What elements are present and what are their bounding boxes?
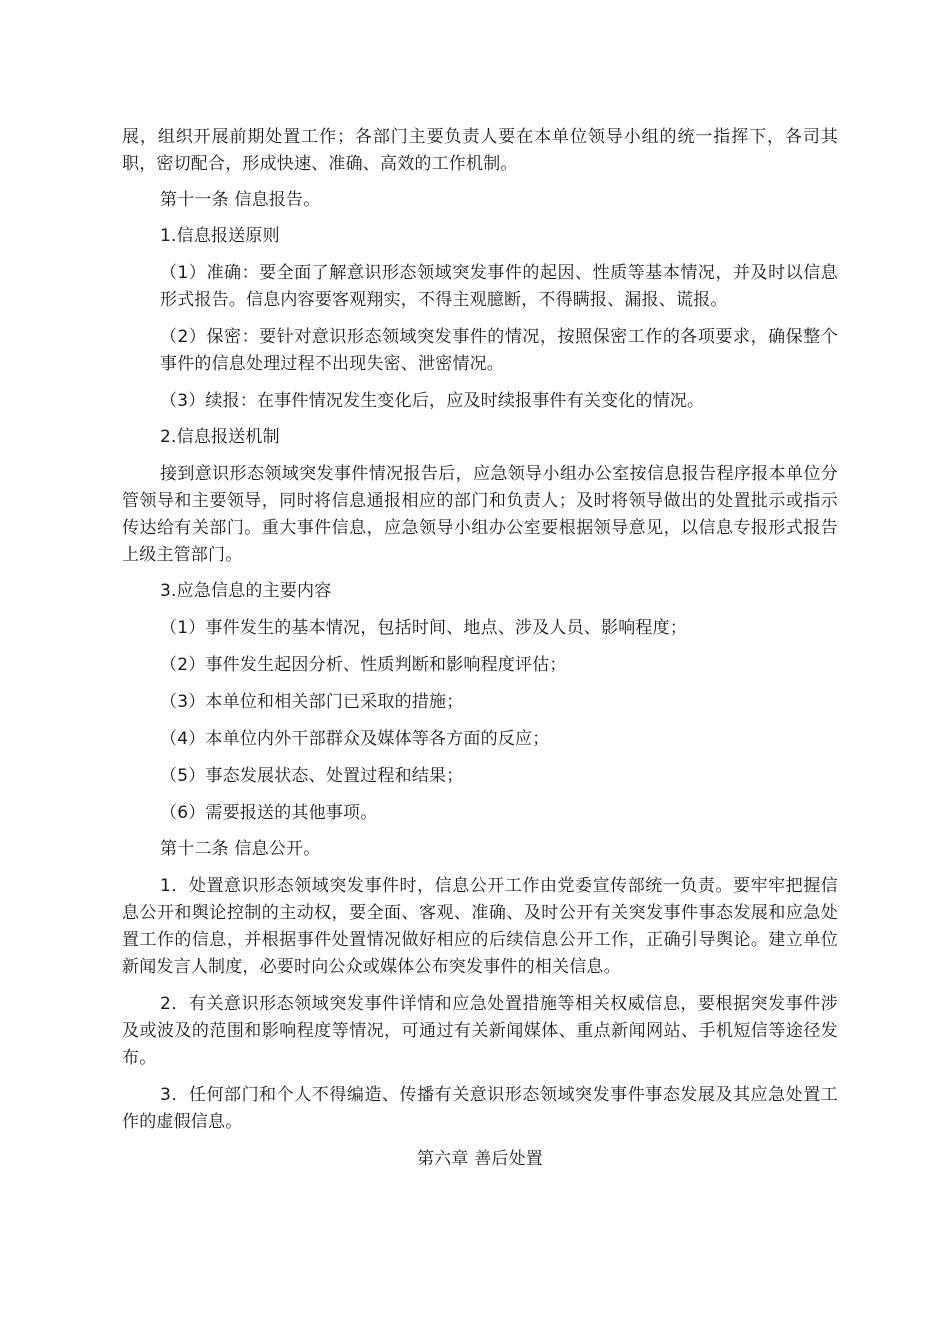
list-item-accuracy: （1）准确：要全面了解意识形态领域突发事件的起因、性质等基本情况，并及时以信息形式报告。信息内容要客观翔实，不得主观臆断，不得瞒报、漏报、谎报。 bbox=[160, 263, 838, 310]
article-12-heading: 第十二条 信息公开。 bbox=[160, 839, 321, 859]
section-heading-main-content: 3.应急信息的主要内容 bbox=[160, 581, 332, 601]
list-item-measures-taken: （3）本单位和相关部门已采取的措施； bbox=[160, 692, 464, 712]
list-item-basic-situation: （1）事件发生的基本情况，包括时间、地点、涉及人员、影响程度； bbox=[160, 618, 688, 638]
paragraph-disclosure-1: 1．处置意识形态领域突发事件时，信息公开工作由党委宣传部统一负责。要牢牢把握信息公开和舆论控制的主动权，要全面、客观、准确、及时公开有关突发事件事态发展和应急处置工作的信息，并根据事件处置情况做好相应的后续信息公开工作，正确引导舆论。建立单位新闻发言人制度，必要时向公众或媒体公布突发事件的相关信息。 bbox=[122, 876, 838, 977]
paragraph-reporting-mechanism: 接到意识形态领域突发事件情况报告后，应急领导小组办公室按信息报告程序报本单位分管领导和主要领导，同时将信息通报相应的部门和负责人；及时将领导做出的处置批示或指示传达给有关部门。重大事件信息，应急领导小组办公室要根据领导意见，以信息专报形式报告上级主管部门。 bbox=[122, 464, 838, 565]
list-item-other-matters: （6）需要报送的其他事项。 bbox=[160, 803, 378, 823]
section-heading-reporting-principles: 1.信息报送原则 bbox=[160, 226, 280, 246]
paragraph-disclosure-2: 2．有关意识形态领域突发事件详情和应急处置措施等相关权威信息，要根据突发事件涉及或波及的范围和影响程度等情况，可通过有关新闻媒体、重点新闻网站、手机短信等途径发布。 bbox=[122, 994, 838, 1068]
list-item-confidentiality: （2）保密：要针对意识形态领域突发事件的情况，按照保密工作的各项要求，确保整个事件的信息处理过程不出现失密、泄密情况。 bbox=[160, 327, 838, 374]
section-heading-reporting-mechanism: 2.信息报送机制 bbox=[160, 427, 280, 447]
list-item-development-status: （5）事态发展状态、处置过程和结果； bbox=[160, 766, 464, 786]
paragraph-continuation: 展，组织开展前期处置工作；各部门主要负责人要在本单位领导小组的统一指挥下，各司其职，密切配合，形成快速、准确、高效的工作机制。 bbox=[122, 127, 838, 174]
list-item-cause-analysis: （2）事件发生起因分析、性质判断和影响程度评估； bbox=[160, 655, 567, 675]
article-11-heading: 第十一条 信息报告。 bbox=[160, 190, 321, 210]
list-item-follow-up: （3）续报：在事件情况发生变化后，应及时续报事件有关变化的情况。 bbox=[160, 391, 705, 411]
paragraph-disclosure-3: 3．任何部门和个人不得编造、传播有关意识形态领域突发事件事态发展及其应急处置工作的虚假信息。 bbox=[122, 1085, 838, 1132]
list-item-reactions: （4）本单位内外干部群众及媒体等各方面的反应； bbox=[160, 729, 550, 749]
document-page bbox=[122, 124, 838, 1173]
chapter-heading: 第六章 善后处置 bbox=[416, 1149, 543, 1169]
